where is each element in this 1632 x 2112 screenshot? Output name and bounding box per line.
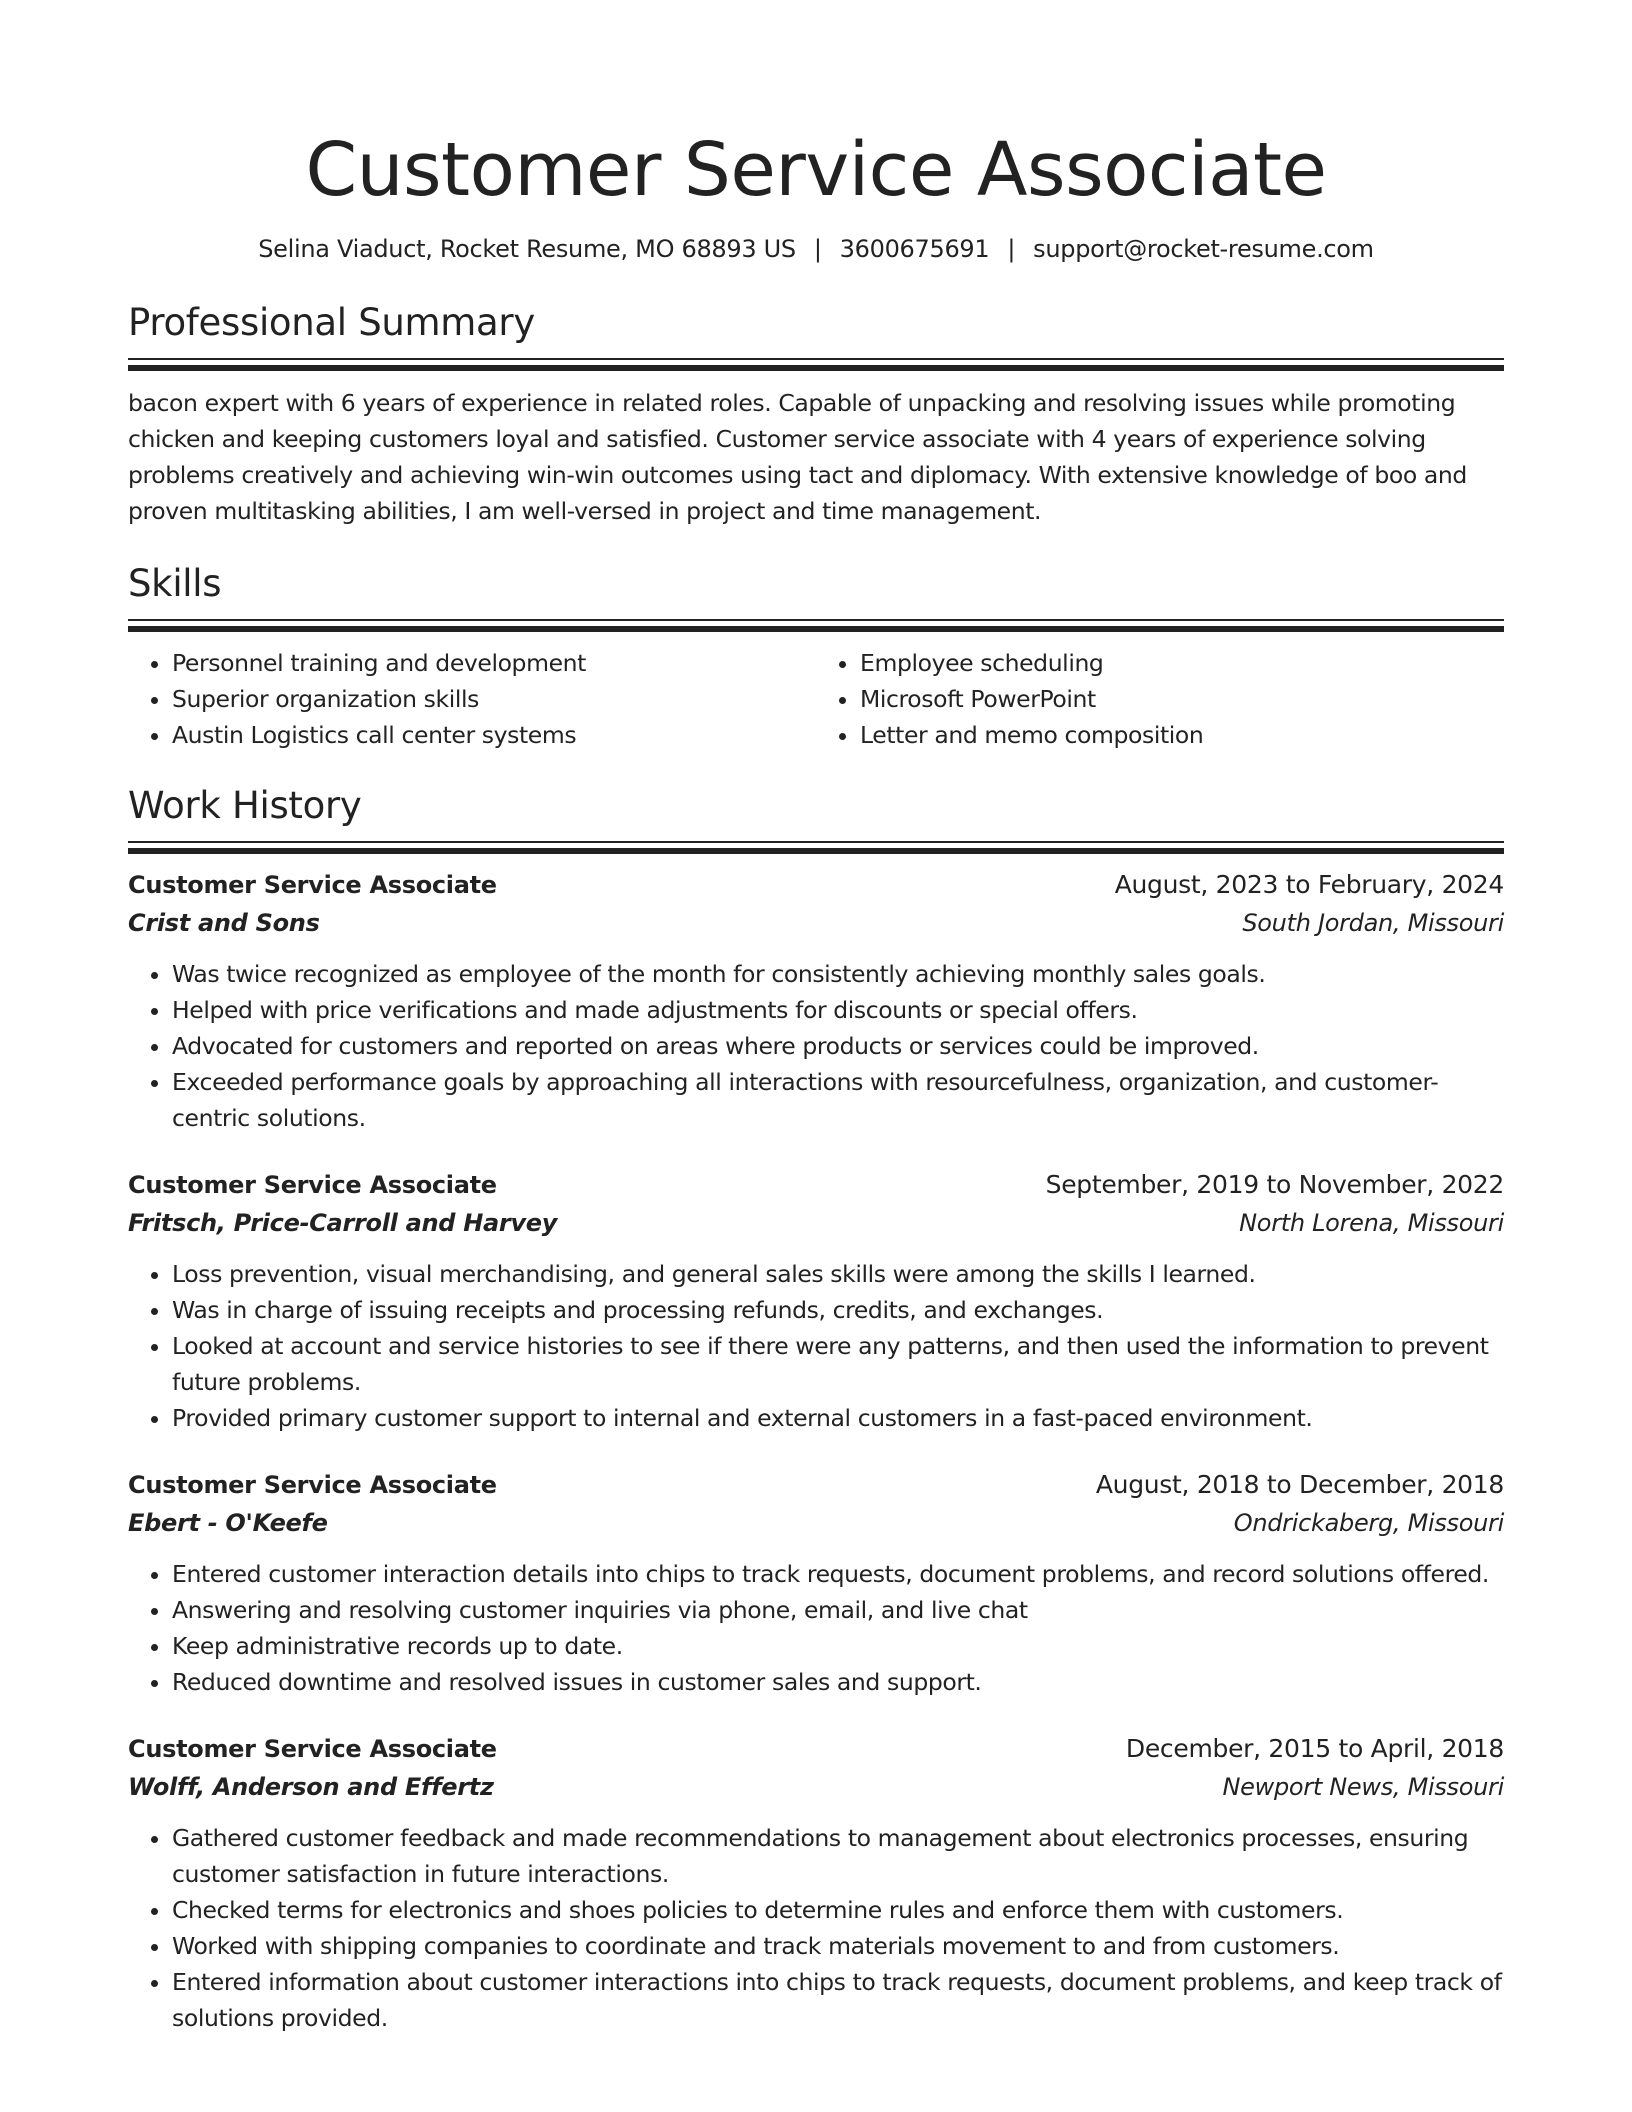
summary-heading: Professional Summary <box>128 301 535 344</box>
job-bullet: • Keep administrative records up to date. <box>172 1628 1504 1664</box>
job-bullet: • Worked with shipping companies to coordinate and track materials movement to and from customers. <box>172 1928 1504 1964</box>
job-bullet: • Helped with price verifications and made adjustments for discounts or special offers. <box>172 992 1504 1028</box>
job-bullet: • Provided primary customer support to internal and external customers in a fast-paced environment. <box>172 1400 1504 1436</box>
skill-item: • Microsoft PowerPoint <box>860 681 1504 717</box>
job-company: Wolff, Anderson and Effertz <box>128 1773 494 1801</box>
section-divider <box>128 358 1504 369</box>
skill-item: • Superior organization skills <box>172 681 816 717</box>
skill-item: • Letter and memo composition <box>860 717 1504 753</box>
work-history-section <box>128 781 1504 2036</box>
skills-column-left <box>128 645 816 753</box>
job-header-row <box>128 1730 1504 1768</box>
job-bullet: • Answering and resolving customer inquiries via phone, email, and live chat <box>172 1592 1504 1628</box>
job-bullet: • Was twice recognized as employee of the month for consistently achieving monthly sales goals. <box>172 956 1504 992</box>
job-bullet: • Exceeded performance goals by approaching all interactions with resourcefulness, organization, and customer-centric solutions. <box>172 1064 1504 1136</box>
job-company: Ebert - O'Keefe <box>128 1509 328 1537</box>
resume-page <box>128 0 1504 2036</box>
skill-item: • Employee scheduling <box>860 645 1504 681</box>
job-dates: August, 2023 to February, 2024 <box>1114 870 1504 899</box>
job-entry <box>128 866 1504 1136</box>
job-entry <box>128 1166 1504 1436</box>
job-company: Crist and Sons <box>128 909 320 937</box>
summary-text: bacon expert with 6 years of experience in related roles. Capable of unpacking and resolving issues while promoting chicken and keeping customers loyal and satisfied. Customer service associate with 4 years of experience solving problems creatively and achieving win-win outcomes using tact and diplomacy. With extensive knowledge of boo and proven multitasking abilities, I am well-versed in project and time management. <box>128 389 1467 525</box>
job-company-row <box>128 1504 1504 1542</box>
work-history-heading: Work History <box>128 784 362 827</box>
job-dates: September, 2019 to November, 2022 <box>1045 1170 1504 1199</box>
job-title: Customer Service Associate <box>128 1471 497 1499</box>
skill-item: • Austin Logistics call center systems <box>172 717 816 753</box>
job-bullet: • Reduced downtime and resolved issues in customer sales and support. <box>172 1664 1504 1700</box>
contact-separator: | <box>813 235 822 263</box>
contact-separator: | <box>1007 235 1016 263</box>
contact-email: support@rocket-resume.com <box>1033 235 1374 263</box>
contact-phone: 3600675691 <box>839 235 990 263</box>
skills-section <box>128 559 1504 753</box>
job-title: Customer Service Associate <box>128 1171 497 1199</box>
skills-heading: Skills <box>128 562 222 605</box>
job-bullets <box>128 1556 1504 1700</box>
job-bullet: • Checked terms for electronics and shoes policies to determine rules and enforce them with customers. <box>172 1892 1504 1928</box>
job-location: South Jordan, Missouri <box>1242 909 1504 937</box>
job-bullet: • Loss prevention, visual merchandising, and general sales skills were among the skills I learned. <box>172 1256 1504 1292</box>
section-divider <box>128 841 1504 852</box>
job-bullets <box>128 956 1504 1136</box>
job-header-row <box>128 866 1504 904</box>
resume-title: Customer Service Associate <box>305 127 1327 213</box>
job-header-row <box>128 1466 1504 1504</box>
job-bullets <box>128 1256 1504 1436</box>
job-bullet: • Looked at account and service histories to see if there were any patterns, and then used the information to prevent future problems. <box>172 1328 1504 1400</box>
job-entry <box>128 1730 1504 2036</box>
job-bullet: • Was in charge of issuing receipts and processing refunds, credits, and exchanges. <box>172 1292 1504 1328</box>
contact-address: Selina Viaduct, Rocket Resume, MO 68893 US <box>258 235 796 263</box>
job-location: Ondrickaberg, Missouri <box>1233 1509 1504 1537</box>
job-bullet: • Entered information about customer interactions into chips to track requests, document problems, and keep track of solutions provided. <box>172 1964 1504 2036</box>
job-dates: December, 2015 to April, 2018 <box>1125 1734 1504 1763</box>
skills-column-right <box>816 645 1504 753</box>
job-dates: August, 2018 to December, 2018 <box>1095 1470 1504 1499</box>
job-location: North Lorena, Missouri <box>1239 1209 1504 1237</box>
job-title: Customer Service Associate <box>128 871 497 899</box>
job-company-row <box>128 1768 1504 1806</box>
skill-item: • Personnel training and development <box>172 645 816 681</box>
job-bullet: • Gathered customer feedback and made recommendations to management about electronics processes, ensuring customer satisfaction in future interactions. <box>172 1820 1504 1892</box>
section-divider <box>128 619 1504 630</box>
summary-section <box>128 298 1504 529</box>
job-bullet: • Advocated for customers and reported on areas where products or services could be improved. <box>172 1028 1504 1064</box>
job-company: Fritsch, Price-Carroll and Harvey <box>128 1209 558 1237</box>
job-title: Customer Service Associate <box>128 1735 497 1763</box>
job-entry <box>128 1466 1504 1700</box>
job-bullet: • Entered customer interaction details into chips to track requests, document problems, and record solutions offered. <box>172 1556 1504 1592</box>
job-header-row <box>128 1166 1504 1204</box>
job-company-row <box>128 904 1504 942</box>
job-bullets <box>128 1820 1504 2036</box>
contact-line <box>128 232 1504 266</box>
job-company-row <box>128 1204 1504 1242</box>
job-location: Newport News, Missouri <box>1222 1773 1504 1801</box>
skills-list <box>128 645 1504 753</box>
